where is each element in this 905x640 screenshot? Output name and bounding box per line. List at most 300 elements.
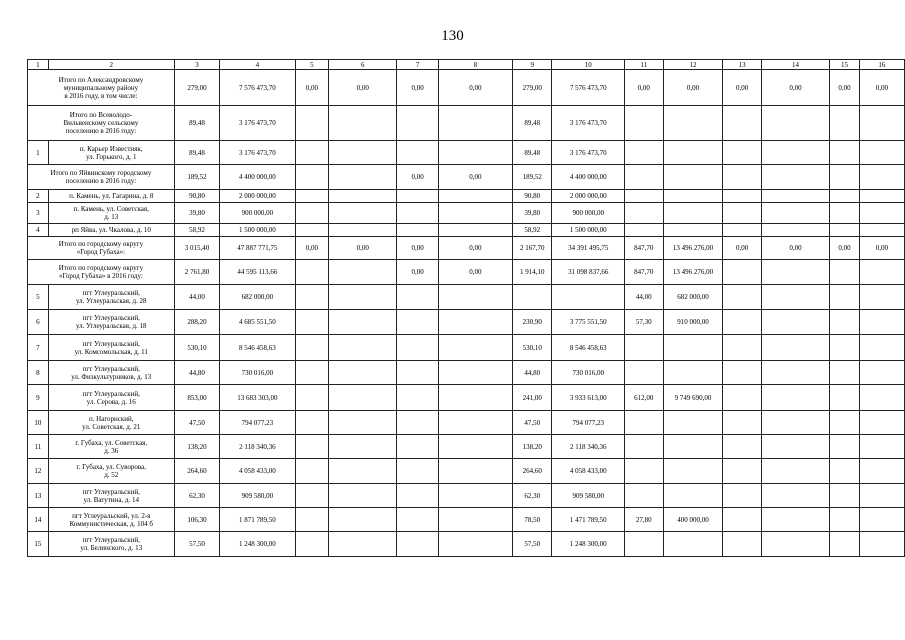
value-cell (723, 335, 761, 361)
value-cell (625, 532, 664, 557)
value-cell (625, 106, 664, 141)
value-cell (663, 459, 723, 484)
value-cell (329, 310, 397, 335)
value-cell (625, 141, 664, 165)
column-header: 11 (625, 60, 664, 70)
column-header: 12 (663, 60, 723, 70)
value-cell: 794 077,23 (220, 411, 295, 435)
value-cell (663, 335, 723, 361)
value-cell (295, 335, 328, 361)
value-cell: 0,00 (859, 70, 904, 106)
value-cell: 900 000,00 (220, 203, 295, 224)
value-cell (397, 435, 438, 459)
value-cell (397, 203, 438, 224)
value-cell (830, 190, 860, 203)
column-header: 15 (830, 60, 860, 70)
table-row (28, 190, 905, 203)
value-cell: 47 887 771,75 (220, 237, 295, 260)
value-cell (761, 190, 829, 203)
value-cell (830, 141, 860, 165)
value-cell: 44 595 113,66 (220, 260, 295, 285)
value-cell: 4 685 551,50 (220, 310, 295, 335)
address-cell: п. Камень, ул. Гагарина, д. 8 (48, 190, 174, 203)
value-cell (397, 484, 438, 508)
value-cell (625, 203, 664, 224)
value-cell: 853,00 (174, 385, 219, 411)
value-cell (859, 260, 904, 285)
table-row (28, 435, 905, 459)
column-header: 6 (329, 60, 397, 70)
value-cell (761, 508, 829, 532)
value-cell (830, 385, 860, 411)
value-cell (859, 411, 904, 435)
value-cell (397, 106, 438, 141)
value-cell (397, 411, 438, 435)
value-cell (859, 435, 904, 459)
value-cell: 1 871 789,50 (220, 508, 295, 532)
value-cell (295, 285, 328, 310)
value-cell (438, 484, 512, 508)
data-table (27, 59, 905, 557)
value-cell (438, 203, 512, 224)
row-number: 15 (28, 532, 49, 557)
value-cell (723, 361, 761, 385)
value-cell (859, 190, 904, 203)
value-cell (625, 411, 664, 435)
value-cell (438, 285, 512, 310)
value-cell: 57,50 (513, 532, 552, 557)
value-cell (830, 459, 860, 484)
value-cell (663, 484, 723, 508)
value-cell: 44,00 (625, 285, 664, 310)
subtotal-label: Итого по Всеволодо- Вильвенскому сельскому поселению в 2016 году: (28, 106, 175, 141)
value-cell (761, 106, 829, 141)
value-cell (625, 435, 664, 459)
value-cell (830, 260, 860, 285)
row-number: 5 (28, 285, 49, 310)
value-cell: 0,00 (438, 260, 512, 285)
address-cell: г. Губаха, ул. Советская, д. 36 (48, 435, 174, 459)
value-cell: 3 933 613,00 (552, 385, 625, 411)
value-cell (295, 459, 328, 484)
address-cell: пгт Углеуральский, ул. Углеуральская, д. 28 (48, 285, 174, 310)
table-row (28, 411, 905, 435)
value-cell (830, 484, 860, 508)
value-cell (830, 310, 860, 335)
value-cell (830, 285, 860, 310)
value-cell (329, 260, 397, 285)
row-number: 13 (28, 484, 49, 508)
value-cell (397, 508, 438, 532)
value-cell: 44,80 (513, 361, 552, 385)
value-cell (438, 190, 512, 203)
value-cell: 89,48 (513, 141, 552, 165)
value-cell: 89,48 (513, 106, 552, 141)
value-cell: 27,80 (625, 508, 664, 532)
value-cell (761, 310, 829, 335)
value-cell: 4 058 433,00 (552, 459, 625, 484)
value-cell (859, 532, 904, 557)
subtotal-row (28, 106, 905, 141)
value-cell (329, 385, 397, 411)
value-cell: 0,00 (830, 237, 860, 260)
row-number: 11 (28, 435, 49, 459)
value-cell (830, 508, 860, 532)
row-number: 6 (28, 310, 49, 335)
column-header: 14 (761, 60, 829, 70)
column-header: 8 (438, 60, 512, 70)
value-cell (625, 361, 664, 385)
value-cell (329, 190, 397, 203)
value-cell: 1 914,10 (513, 260, 552, 285)
value-cell (397, 310, 438, 335)
address-cell: п. Камень, ул. Советская, д. 13 (48, 203, 174, 224)
value-cell: 58,92 (513, 224, 552, 237)
value-cell: 3 176 473,70 (220, 141, 295, 165)
value-cell (295, 106, 328, 141)
value-cell (663, 361, 723, 385)
value-cell: 0,00 (723, 70, 761, 106)
value-cell (438, 335, 512, 361)
value-cell (859, 335, 904, 361)
value-cell (295, 532, 328, 557)
value-cell: 39,80 (513, 203, 552, 224)
value-cell (830, 335, 860, 361)
value-cell: 847,70 (625, 237, 664, 260)
value-cell (397, 459, 438, 484)
value-cell (295, 484, 328, 508)
table-row (28, 361, 905, 385)
row-number: 8 (28, 361, 49, 385)
value-cell (723, 532, 761, 557)
value-cell (295, 203, 328, 224)
value-cell (329, 459, 397, 484)
value-cell (663, 190, 723, 203)
value-cell (761, 224, 829, 237)
value-cell: 8 546 458,63 (552, 335, 625, 361)
value-cell (830, 361, 860, 385)
value-cell (830, 203, 860, 224)
value-cell (329, 165, 397, 190)
value-cell (761, 260, 829, 285)
value-cell: 612,00 (625, 385, 664, 411)
value-cell (295, 190, 328, 203)
subtotal-row (28, 260, 905, 285)
value-cell (859, 106, 904, 141)
address-cell: пгт Углеуральский, ул. Серова, д. 16 (48, 385, 174, 411)
value-cell (329, 532, 397, 557)
address-cell: п. Карьер Известняк, ул. Горького, д. 1 (48, 141, 174, 165)
value-cell (625, 459, 664, 484)
table-row (28, 224, 905, 237)
value-cell: 682 000,00 (220, 285, 295, 310)
table-row (28, 459, 905, 484)
value-cell (329, 361, 397, 385)
value-cell (295, 165, 328, 190)
value-cell: 0,00 (397, 237, 438, 260)
value-cell: 3 176 473,70 (552, 106, 625, 141)
value-cell (625, 484, 664, 508)
subtotal-row (28, 165, 905, 190)
value-cell (295, 310, 328, 335)
subtotal-label: Итого по городскому округу «Город Губаха» в 2016 году: (28, 260, 175, 285)
value-cell: 57,30 (625, 310, 664, 335)
table-row (28, 385, 905, 411)
value-cell (663, 106, 723, 141)
value-cell (397, 335, 438, 361)
value-cell: 0,00 (397, 165, 438, 190)
value-cell (397, 285, 438, 310)
value-cell (552, 285, 625, 310)
value-cell (723, 285, 761, 310)
value-cell (663, 165, 723, 190)
value-cell (329, 435, 397, 459)
value-cell (329, 484, 397, 508)
value-cell (329, 203, 397, 224)
value-cell: 2 000 000,00 (552, 190, 625, 203)
value-cell: 0,00 (438, 165, 512, 190)
value-cell (329, 141, 397, 165)
value-cell (859, 224, 904, 237)
value-cell: 90,80 (513, 190, 552, 203)
value-cell: 847,70 (625, 260, 664, 285)
value-cell (397, 141, 438, 165)
value-cell (663, 435, 723, 459)
value-cell: 288,20 (174, 310, 219, 335)
row-number: 1 (28, 141, 49, 165)
column-header: 7 (397, 60, 438, 70)
value-cell (761, 335, 829, 361)
value-cell (397, 190, 438, 203)
value-cell (329, 224, 397, 237)
value-cell (625, 335, 664, 361)
value-cell: 0,00 (663, 70, 723, 106)
value-cell (438, 361, 512, 385)
value-cell (830, 106, 860, 141)
value-cell (859, 484, 904, 508)
row-number: 2 (28, 190, 49, 203)
value-cell: 7 576 473,70 (220, 70, 295, 106)
address-cell: пгт Углеуральский, ул. Белинского, д. 13 (48, 532, 174, 557)
row-number: 9 (28, 385, 49, 411)
value-cell (761, 141, 829, 165)
value-cell (397, 224, 438, 237)
value-cell (438, 385, 512, 411)
value-cell: 13 496 276,00 (663, 237, 723, 260)
value-cell: 39,80 (174, 203, 219, 224)
column-header: 4 (220, 60, 295, 70)
subtotal-row (28, 70, 905, 106)
value-cell: 31 098 837,66 (552, 260, 625, 285)
value-cell (830, 224, 860, 237)
value-cell (761, 165, 829, 190)
value-cell (295, 224, 328, 237)
value-cell: 78,50 (513, 508, 552, 532)
column-header: 10 (552, 60, 625, 70)
value-cell: 138,20 (174, 435, 219, 459)
value-cell (723, 385, 761, 411)
value-cell: 2 167,70 (513, 237, 552, 260)
value-cell: 7 576 473,70 (552, 70, 625, 106)
value-cell: 57,50 (174, 532, 219, 557)
value-cell: 530,10 (174, 335, 219, 361)
value-cell: 264,60 (513, 459, 552, 484)
value-cell (329, 106, 397, 141)
value-cell (295, 385, 328, 411)
value-cell: 34 391 495,75 (552, 237, 625, 260)
value-cell (761, 385, 829, 411)
subtotal-label: Итого по Яйвинскому городскому поселению в 2016 году: (28, 165, 175, 190)
value-cell (859, 141, 904, 165)
value-cell: 0,00 (830, 70, 860, 106)
value-cell (723, 106, 761, 141)
value-cell (438, 310, 512, 335)
value-cell (438, 508, 512, 532)
value-cell (397, 385, 438, 411)
value-cell: 0,00 (859, 237, 904, 260)
value-cell (397, 361, 438, 385)
value-cell (761, 435, 829, 459)
value-cell: 682 000,00 (663, 285, 723, 310)
column-header: 5 (295, 60, 328, 70)
value-cell: 1 471 789,50 (552, 508, 625, 532)
column-header: 13 (723, 60, 761, 70)
table-row (28, 141, 905, 165)
address-cell: п. Нагорнский, ул. Советская, д. 21 (48, 411, 174, 435)
value-cell (761, 361, 829, 385)
value-cell: 1 248 300,00 (552, 532, 625, 557)
row-number: 7 (28, 335, 49, 361)
value-cell: 47,50 (513, 411, 552, 435)
value-cell (295, 361, 328, 385)
value-cell (723, 203, 761, 224)
value-cell (663, 203, 723, 224)
table-row (28, 310, 905, 335)
value-cell (859, 165, 904, 190)
value-cell (329, 335, 397, 361)
value-cell: 909 580,00 (220, 484, 295, 508)
value-cell (295, 260, 328, 285)
value-cell (329, 508, 397, 532)
address-cell: пгт Углеуральский, ул. 2-я Коммунистическая, д. 104 б (48, 508, 174, 532)
value-cell (723, 508, 761, 532)
value-cell (625, 165, 664, 190)
value-cell: 2 118 340,36 (220, 435, 295, 459)
data-table-wrapper (27, 59, 905, 557)
value-cell: 1 248 300,00 (220, 532, 295, 557)
table-row (28, 532, 905, 557)
column-header: 9 (513, 60, 552, 70)
value-cell (295, 141, 328, 165)
value-cell: 62,30 (174, 484, 219, 508)
value-cell (830, 532, 860, 557)
value-cell: 106,30 (174, 508, 219, 532)
value-cell (830, 411, 860, 435)
value-cell: 44,80 (174, 361, 219, 385)
page-number: 130 (441, 28, 464, 44)
row-number: 4 (28, 224, 49, 237)
table-row (28, 335, 905, 361)
value-cell: 0,00 (761, 70, 829, 106)
subtotal-label: Итого по Александровскому муниципальному району в 2016 году, в том числе: (28, 70, 175, 106)
value-cell: 0,00 (625, 70, 664, 106)
value-cell: 900 000,00 (552, 203, 625, 224)
value-cell (859, 203, 904, 224)
column-header: 1 (28, 60, 49, 70)
value-cell: 13 496 276,00 (663, 260, 723, 285)
value-cell (723, 484, 761, 508)
subtotal-label: Итого по городскому округу «Город Губаха»: (28, 237, 175, 260)
value-cell (663, 141, 723, 165)
value-cell: 0,00 (295, 237, 328, 260)
value-cell: 89,48 (174, 141, 219, 165)
table-row (28, 484, 905, 508)
value-cell (859, 459, 904, 484)
value-cell: 1 500 000,00 (220, 224, 295, 237)
value-cell: 0,00 (295, 70, 328, 106)
value-cell (859, 285, 904, 310)
value-cell (723, 310, 761, 335)
value-cell: 0,00 (329, 237, 397, 260)
address-cell: пгт Углеуральский, ул. Углеуральская, д. 18 (48, 310, 174, 335)
value-cell (723, 459, 761, 484)
value-cell: 3 775 551,50 (552, 310, 625, 335)
table-row (28, 285, 905, 310)
value-cell (859, 385, 904, 411)
address-cell: пгт Углеуральский, ул. Комсомольская, д. 11 (48, 335, 174, 361)
address-cell: рп Яйва, ул. Чкалова, д. 10 (48, 224, 174, 237)
value-cell (723, 411, 761, 435)
value-cell (761, 484, 829, 508)
value-cell (761, 532, 829, 557)
value-cell: 4 058 433,00 (220, 459, 295, 484)
value-cell (830, 435, 860, 459)
value-cell (859, 508, 904, 532)
value-cell: 264,60 (174, 459, 219, 484)
value-cell: 4 400 000,00 (552, 165, 625, 190)
value-cell: 230,90 (513, 310, 552, 335)
row-number: 12 (28, 459, 49, 484)
value-cell: 909 580,00 (552, 484, 625, 508)
value-cell: 89,48 (174, 106, 219, 141)
value-cell (329, 285, 397, 310)
value-cell: 0,00 (723, 237, 761, 260)
value-cell: 9 749 690,00 (663, 385, 723, 411)
subtotal-row (28, 237, 905, 260)
column-header: 16 (859, 60, 904, 70)
value-cell: 13 683 303,00 (220, 385, 295, 411)
value-cell: 62,30 (513, 484, 552, 508)
value-cell: 8 546 458,63 (220, 335, 295, 361)
value-cell (663, 532, 723, 557)
address-cell: г. Губаха, ул. Суворова, д. 52 (48, 459, 174, 484)
value-cell (295, 508, 328, 532)
value-cell: 2 761,80 (174, 260, 219, 285)
table-row (28, 508, 905, 532)
value-cell (438, 141, 512, 165)
value-cell (859, 361, 904, 385)
value-cell (663, 224, 723, 237)
value-cell: 189,52 (174, 165, 219, 190)
value-cell (761, 285, 829, 310)
value-cell: 0,00 (761, 237, 829, 260)
column-header: 3 (174, 60, 219, 70)
column-header-row (28, 60, 905, 70)
value-cell: 530,10 (513, 335, 552, 361)
value-cell: 730 016,00 (552, 361, 625, 385)
column-header: 2 (48, 60, 174, 70)
value-cell (723, 141, 761, 165)
